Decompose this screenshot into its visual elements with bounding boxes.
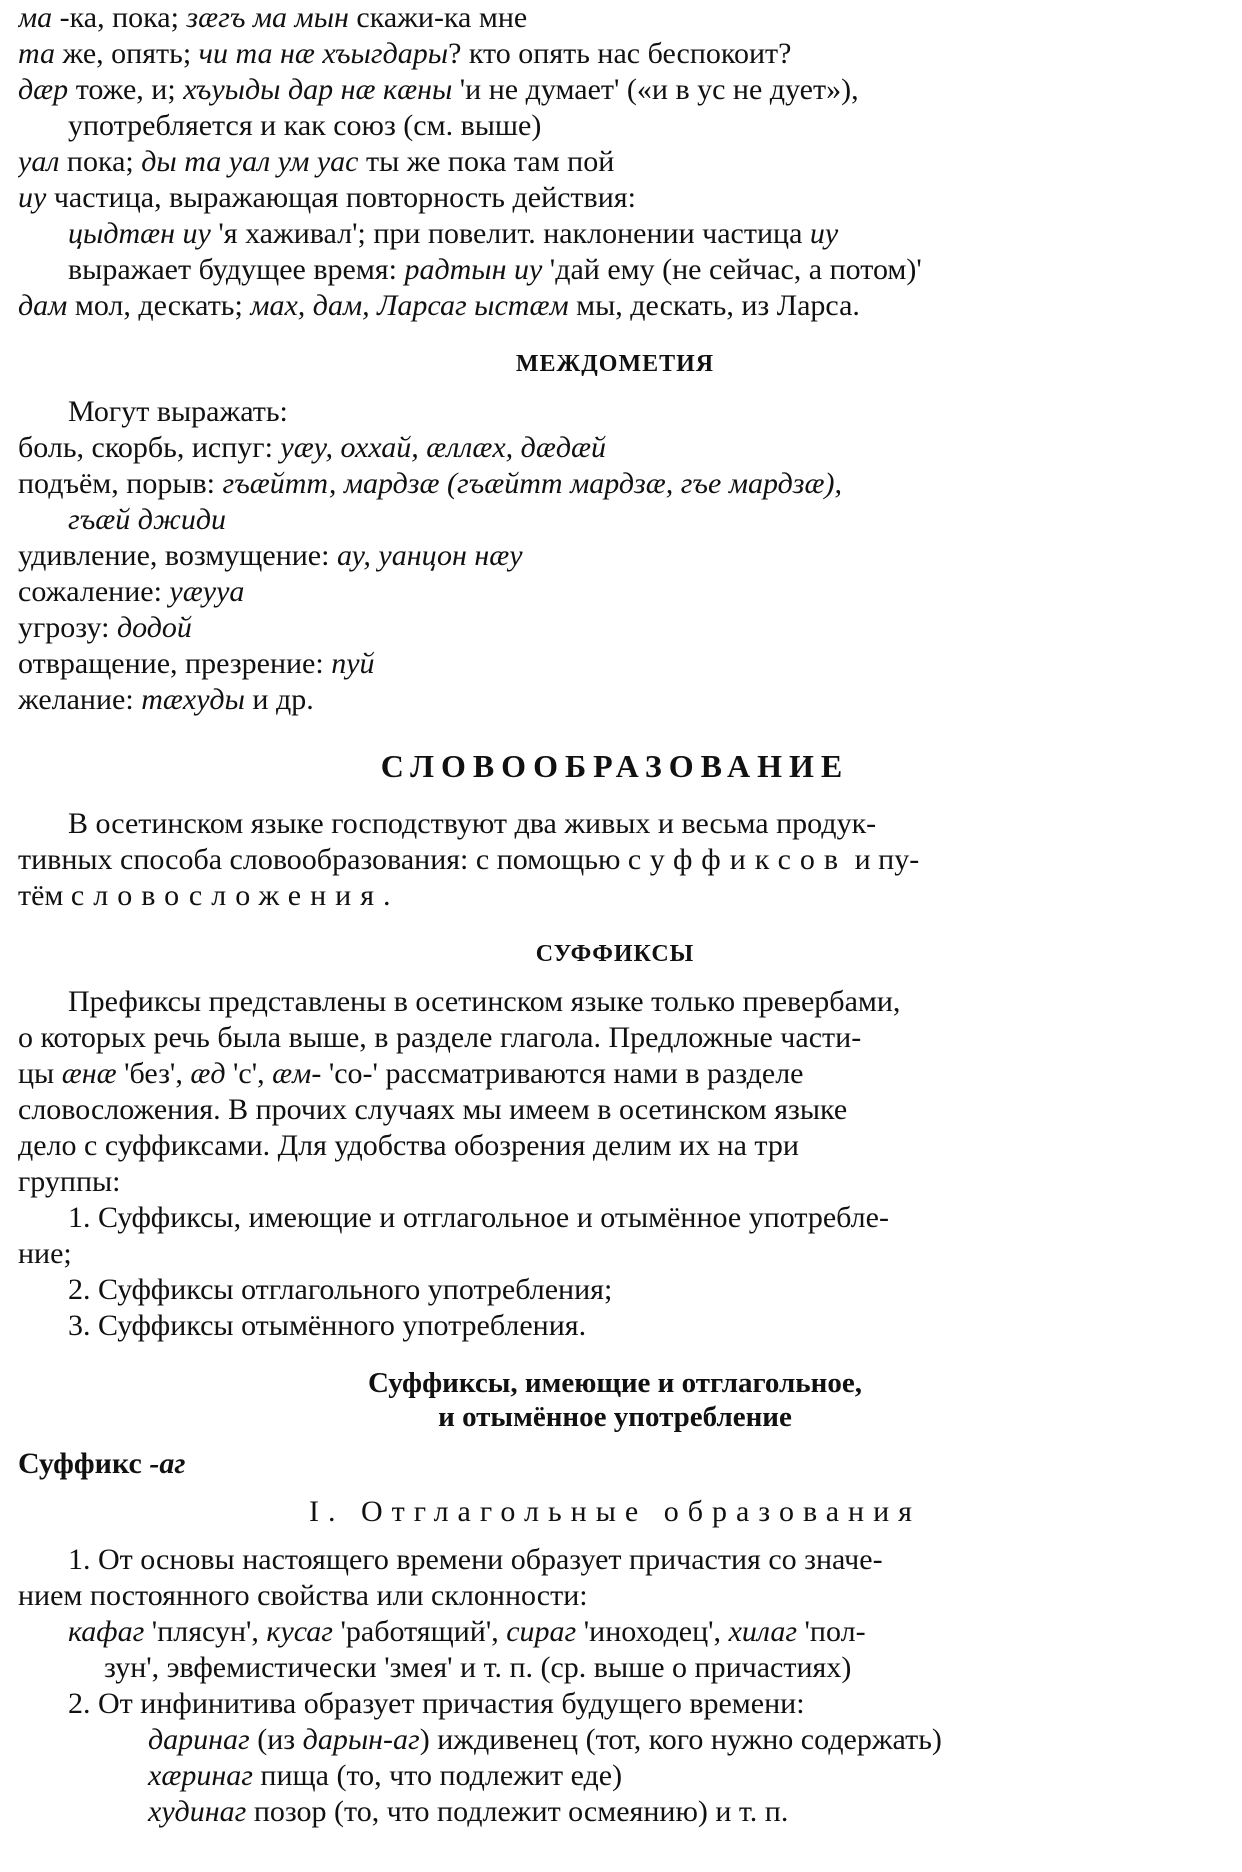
spaced-term: словосложения xyxy=(70,879,384,912)
label: подъём, порыв: xyxy=(18,467,223,500)
particle-ual xyxy=(18,144,1212,180)
particle-daer-cont: употребляется и как союз (см. выше) xyxy=(68,109,542,142)
example: иу xyxy=(809,217,839,250)
interjection-item xyxy=(18,430,1212,466)
text: выражает будущее время: xyxy=(68,253,405,286)
example: хъуыды дар нæ кæны xyxy=(183,73,453,106)
example: уæууа xyxy=(169,575,245,608)
example: зæгъ ма мын xyxy=(186,1,349,34)
interjections-intro: Могут выражать: xyxy=(68,395,288,428)
section-title-l1: Суффиксы, имеющие и отглагольное, xyxy=(368,1367,862,1399)
example: додой xyxy=(116,611,192,644)
example: тæхуды xyxy=(141,683,245,716)
item2-l1: 2. От инфинитива образует причастия будущего времени: xyxy=(68,1687,805,1720)
label: сожаление: xyxy=(18,575,170,608)
term: дæр xyxy=(18,73,69,106)
gloss: 'работящий', xyxy=(333,1615,507,1648)
text: 'без', xyxy=(116,1057,191,1090)
gloss: 'я хаживал'; при повелит. наклонении частица xyxy=(210,217,810,250)
particle-iu xyxy=(18,180,1212,216)
subsection-title: I. Отглагольные образования xyxy=(309,1495,921,1528)
example: дарын-аг xyxy=(302,1723,420,1756)
example: гъæйтт, мардзæ (гъæйтт мардзæ, гъе мардзæ), xyxy=(222,467,842,500)
example: радтын иу xyxy=(404,253,543,286)
example: æм- xyxy=(272,1057,322,1090)
text: цы xyxy=(18,1057,62,1090)
gloss: 'и не думает' («и в ус не дует»), xyxy=(452,73,859,106)
text: частица, выражающая повторность действия: xyxy=(46,181,636,214)
item1-l2: нием постоянного свойства или склонности: xyxy=(18,1579,588,1612)
gloss: (из xyxy=(249,1723,303,1756)
example: ау, уанцон нæу xyxy=(336,539,523,572)
tail: и др. xyxy=(244,683,314,716)
interjection-item xyxy=(18,682,1212,718)
example: цыдтæн иу xyxy=(68,217,211,250)
suffixes-heading: СУФФИКСЫ xyxy=(535,941,695,967)
example: чи та нæ хъыгдары xyxy=(198,37,449,70)
text: -ка, пока; xyxy=(52,1,187,34)
example: æд xyxy=(190,1057,226,1090)
suffixes-p-l3 xyxy=(18,1056,1212,1092)
item1-l1: 1. От основы настоящего времени образует причастия со значе- xyxy=(68,1543,883,1576)
word-formation-p1-l1: В осетинском языке господствуют два живых и весьма продук- xyxy=(68,807,877,840)
iu-example-line1 xyxy=(18,216,1212,252)
text: 'с', xyxy=(225,1057,273,1090)
suffixes-p-l4: словосложения. В прочих случаях мы имеем в осетинском языке xyxy=(18,1093,848,1126)
text: тоже, и; xyxy=(68,73,184,106)
interjections-heading: МЕЖДОМЕТИЯ xyxy=(515,351,715,377)
term: иу xyxy=(18,181,47,214)
example: ды та уал ум уас xyxy=(141,145,359,178)
item2-example xyxy=(18,1794,1212,1830)
suffix-name: -аг xyxy=(149,1447,186,1480)
example: гъæй джиди xyxy=(68,503,227,536)
item2-example xyxy=(18,1722,1212,1758)
gloss: 'плясун', xyxy=(144,1615,267,1648)
interjection-item xyxy=(18,610,1212,646)
example: худинаг xyxy=(148,1795,247,1828)
interjection-item xyxy=(18,502,1212,538)
text: тивных способа словообразования: с помощью xyxy=(18,843,628,876)
suffixes-p-l2: о которых речь была выше, в разделе глагола. Предложные части- xyxy=(18,1021,862,1054)
text: 'со-' рассматриваются нами в разделе xyxy=(321,1057,804,1090)
term: уал xyxy=(18,145,60,178)
label: удивление, возмущение: xyxy=(18,539,337,572)
gloss: мы, дескать, из Ларса. xyxy=(568,289,860,322)
label: желание: xyxy=(18,683,142,716)
gloss: ? кто опять нас беспокоит? xyxy=(448,37,792,70)
word-formation-p1-l3 xyxy=(18,878,1212,914)
example: æнæ xyxy=(61,1057,117,1090)
example: кусаг xyxy=(266,1615,333,1648)
suffixes-p-l6: группы: xyxy=(18,1165,121,1198)
word-formation-heading: СЛОВООБРАЗОВАНИЕ xyxy=(380,748,850,784)
particle-daer xyxy=(18,72,1212,108)
label: боль, скорбь, испуг: xyxy=(18,431,281,464)
suffixes-p-l1: Префиксы представлены в осетинском языке только превербами, xyxy=(68,985,901,1018)
label: угрозу: xyxy=(18,611,117,644)
text: мол, дескать; xyxy=(67,289,251,322)
particle-ta xyxy=(18,36,1212,72)
item2-example xyxy=(18,1758,1212,1794)
item1-examples-l1 xyxy=(18,1614,1212,1650)
gloss: позор (то, что подлежит осмеянию) и т. п. xyxy=(246,1795,789,1828)
gloss: пища (то, что подлежит еде) xyxy=(252,1759,623,1792)
section-title-l2: и отымённое употребление xyxy=(438,1401,792,1433)
label: отвращение, презрение: xyxy=(18,647,332,680)
iu-example-line2 xyxy=(18,252,1212,288)
interjection-item xyxy=(18,574,1212,610)
interjection-item xyxy=(18,466,1212,502)
particle-ma xyxy=(18,0,1212,36)
gloss: скажи-ка мне xyxy=(348,1,528,34)
interjection-item xyxy=(18,646,1212,682)
term: та xyxy=(18,37,56,70)
text: . xyxy=(383,879,391,912)
gloss: ты же пока там пой xyxy=(358,145,615,178)
text: пока; xyxy=(59,145,142,178)
suffixes-list-item: 2. Суффиксы отглагольного употребления; xyxy=(68,1273,613,1306)
label: Суффикс xyxy=(18,1447,150,1480)
example: хæринаг xyxy=(148,1759,253,1792)
word-formation-p1-l2 xyxy=(18,842,1212,878)
suffix-ag-title xyxy=(18,1446,1212,1482)
suffixes-list-item: 1. Суффиксы, имеющие и отглагольное и отымённое употребле- xyxy=(68,1201,889,1234)
suffixes-p-l5: дело с суффиксами. Для удобства обозрения делим их на три xyxy=(18,1129,799,1162)
suffixes-list-item: 3. Суффиксы отымённого употребления. xyxy=(68,1309,587,1342)
example: пуй xyxy=(331,647,375,680)
gloss: 'дай ему (не сейчас, а потом)' xyxy=(542,253,922,286)
example: хилаг xyxy=(728,1615,798,1648)
interjection-item xyxy=(18,538,1212,574)
text: тём xyxy=(18,879,71,912)
item1-examples-l2: зун', эвфемистически 'змея' и т. п. (ср. выше о причастиях) xyxy=(104,1651,852,1684)
particle-dam xyxy=(18,288,1212,324)
term: ма xyxy=(18,1,53,34)
example: мах, дам, Ларсаг ыстæм xyxy=(250,289,569,322)
term: дам xyxy=(18,289,68,322)
text: же, опять; xyxy=(55,37,199,70)
example: даринаг xyxy=(148,1723,250,1756)
example: сираг xyxy=(506,1615,577,1648)
example: уæу, оххай, æллæх, дæдæй xyxy=(280,431,607,464)
gloss: 'иноходец', xyxy=(576,1615,729,1648)
example: кафаг xyxy=(68,1615,145,1648)
suffixes-list-item-cont: ние; xyxy=(18,1237,72,1270)
text: и пу- xyxy=(847,843,920,876)
spaced-term: суффиксов xyxy=(627,843,848,876)
gloss: ) иждивенец (тот, кого нужно содержать) xyxy=(419,1723,942,1756)
gloss: 'пол- xyxy=(797,1615,866,1648)
